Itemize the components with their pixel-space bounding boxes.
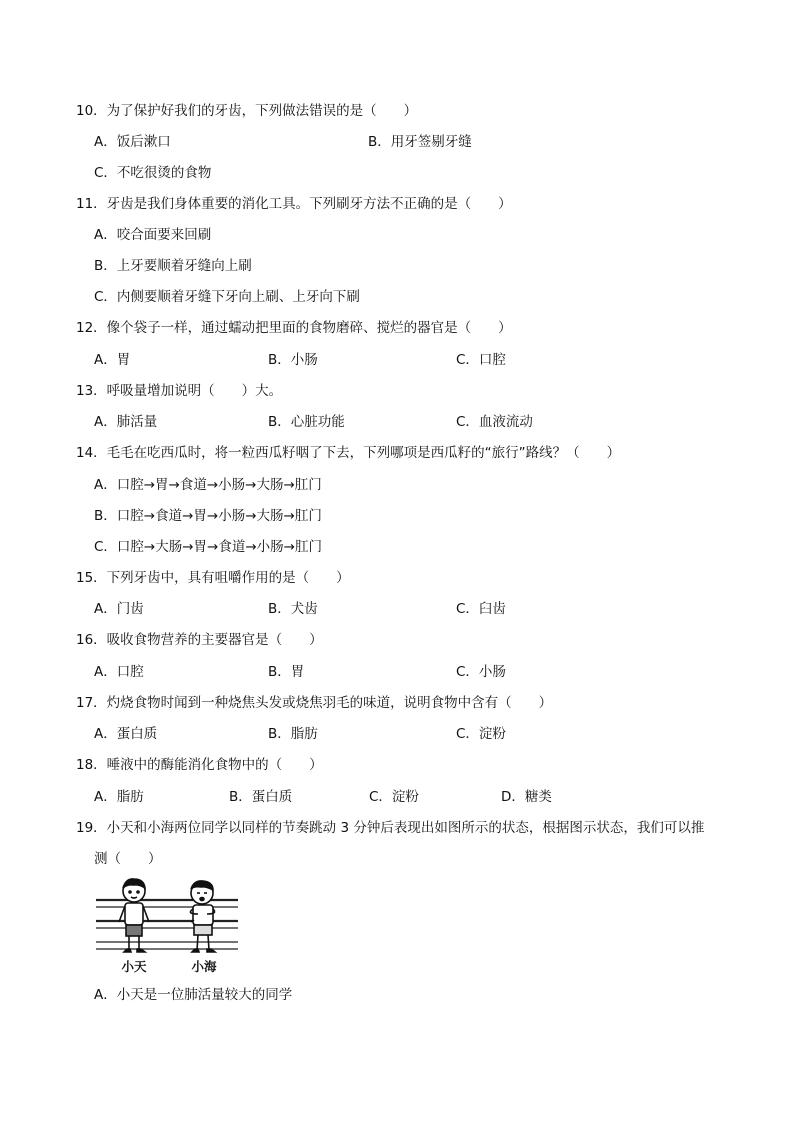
question-13: 13．呼吸量增加说明（ ）大。 <box>76 383 283 399</box>
q11-option-c: C．内侧要顺着牙缝下牙向上刷、上牙向下刷 <box>94 289 360 305</box>
q15-option-b: B．犬齿 <box>268 601 318 617</box>
q14-option-c: C．口腔→大肠→胃→食道→小肠→肛门 <box>94 539 322 555</box>
question-19-continued: 测（ ） <box>94 851 162 867</box>
question-10: 10．为了保护好我们的牙齿，下列做法错误的是（ ） <box>76 103 418 119</box>
q11-option-a: A．咬合面要来回刷 <box>94 227 212 243</box>
q18-option-c: C．淀粉 <box>369 789 419 805</box>
q19-option-a: A．小天是一位肺活量较大的同学 <box>94 987 293 1003</box>
q17-option-c: C．淀粉 <box>456 726 506 742</box>
q12-option-b: B．小肠 <box>268 352 318 368</box>
question-14: 14．毛毛在吃西瓜时，将一粒西瓜籽咽了下去，下列哪项是西瓜籽的“旅行”路线？（ ） <box>76 445 621 461</box>
q12-option-c: C．口腔 <box>456 352 506 368</box>
question-17: 17．灼烧食物时闻到一种烧焦头发或烧焦羽毛的味道，说明食物中含有（ ） <box>76 695 553 711</box>
q10-option-b: B．用牙签剔牙缝 <box>368 134 472 150</box>
right-child-figure <box>190 881 215 952</box>
question-18: 18．唾液中的酶能消化食物中的（ ） <box>76 757 323 773</box>
q16-option-b: B．胃 <box>268 664 305 680</box>
q14-option-a: A．口腔→胃→食道→小肠→大肠→肛门 <box>94 477 322 493</box>
question-12: 12．像个袋子一样，通过蠕动把里面的食物磨碎、搅烂的器官是（ ） <box>76 320 512 336</box>
q15-option-a: A．门齿 <box>94 601 144 617</box>
q17-option-b: B．脂肪 <box>268 726 318 742</box>
q14-option-b: B．口腔→食道→胃→小肠→大肠→肛门 <box>94 508 322 524</box>
q10-option-c: C．不吃很烫的食物 <box>94 165 212 181</box>
q13-option-c: C．血液流动 <box>456 414 533 430</box>
q13-option-b: B．心脏功能 <box>268 414 345 430</box>
q18-option-a: A．脂肪 <box>94 789 144 805</box>
q17-option-a: A．蛋白质 <box>94 726 158 742</box>
question-19: 19．小天和小海两位同学以同样的节奏跳动 3 分钟后表现出如图所示的状态，根据图示状态，我们可以推 <box>76 820 705 836</box>
left-child-figure <box>119 879 149 952</box>
figure-label-right: 小海 <box>191 959 217 974</box>
q12-option-a: A．胃 <box>94 352 131 368</box>
q18-option-d: D．糖类 <box>501 789 552 805</box>
figure-label-left: 小天 <box>121 959 147 974</box>
question-11: 11．牙齿是我们身体重要的消化工具。下列刷牙方法不正确的是（ ） <box>76 196 512 212</box>
q16-option-c: C．小肠 <box>456 664 506 680</box>
q11-option-b: B．上牙要顺着牙缝向上刷 <box>94 258 252 274</box>
q16-option-a: A．口腔 <box>94 664 144 680</box>
children-figure <box>94 876 240 976</box>
question-15: 15．下列牙齿中，具有咀嚼作用的是（ ） <box>76 570 350 586</box>
question-16: 16．吸收食物营养的主要器官是（ ） <box>76 632 323 648</box>
q13-option-a: A．肺活量 <box>94 414 158 430</box>
q10-option-a: A．饭后漱口 <box>94 134 171 150</box>
q18-option-b: B．蛋白质 <box>229 789 293 805</box>
q15-option-c: C．臼齿 <box>456 601 506 617</box>
